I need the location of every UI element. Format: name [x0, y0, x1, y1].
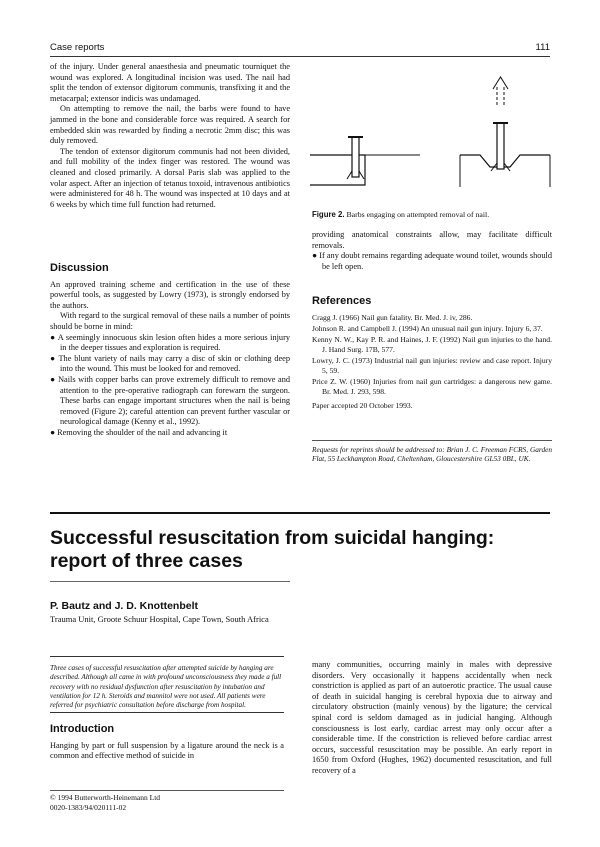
article-affiliation: Trauma Unit, Groote Schuur Hospital, Cape Town, South Africa — [50, 614, 269, 624]
section-label: Case reports — [50, 42, 105, 53]
reprints-rule — [312, 440, 552, 441]
article-divider — [50, 512, 550, 514]
issn-line: 0020-1383/94/020111-02 — [50, 802, 127, 812]
references-heading: References — [312, 295, 372, 307]
accepted-date: Paper accepted 20 October 1993. — [312, 400, 413, 410]
article-right-column — [312, 660, 552, 777]
article-abstract: Three cases of successful resuscitation after attempted suicide by hanging are described. Although all came in with profound unconsciousness they made a full recovery with no residual dysfunction after resuscitation by intubation and ventilation for 12 h. Steroids and mannitol were not used. All patients were referred for psychiatric consultation before discharge from hospital. — [50, 664, 282, 710]
copyright-rule — [50, 790, 284, 791]
discussion-heading: Discussion — [50, 262, 109, 274]
right-column-body — [312, 230, 552, 272]
paragraph: The tendon of extensor digitorum communis had not been divided, and full mobility of the index finger was restored. The wound was cleaned and closed primarily. A dorsal Paris slab was applied to the volar aspect. After an injection of tetanus toxoid, intravenous antibiotics were administered for 48 h. The wound was inspected at 10 days and at 6 weeks by which time full function had returned. — [50, 146, 290, 209]
abstract-rule-bottom — [50, 712, 284, 713]
paragraph: providing anatomical constraints allow, may facilitate difficult removals. — [312, 230, 552, 250]
abstract-rule-top — [50, 656, 284, 657]
header-rule — [50, 56, 550, 57]
title-rule — [50, 581, 290, 582]
paragraph: On attempting to remove the nail, the barbs were found to have jammed in the bone and considerable force was required. A search for embedded skin was rewarded by finding a necrotic 2mm disc; this was duly removed. — [50, 104, 290, 146]
bullet-item: ● A seemingly innocuous skin lesion often hides a more serious injury in the deeper tissues and exploration is required. — [50, 332, 290, 353]
references-section — [312, 296, 552, 412]
reference-item: Kenny N. W., Kay P. R. and Haines, J. F. (1992) Nail gun injuries to the hand. J. Hand Surg. 17B, 577. — [312, 334, 552, 354]
copyright-block — [50, 793, 284, 812]
reference-item: Johnson R. and Campbell J. (1994) An unusual nail gun injury. Injury 6, 37. — [312, 323, 543, 333]
introduction-section — [50, 724, 284, 762]
reference-item: Cragg J. (1966) Nail gun fatality. Br. Med. J. iv, 286. — [312, 312, 473, 322]
paragraph: of the injury. Under general anaesthesia and pneumatic tourniquet the wound was explored. A longitudinal incision was used. The nail had split the tendon of extensor digitorum communis, transfixing it and the metacarpal; extensor indicis was undamaged. — [50, 62, 290, 103]
introduction-heading: Introduction — [50, 723, 115, 735]
page-number: 111 — [535, 42, 550, 53]
figure-caption — [312, 210, 552, 219]
bullet-item: ● The blunt variety of nails may carry a disc of skin or clothing deep into the wound. This must be looked for and removed. — [50, 353, 290, 374]
reference-item: Price Z. W. (1960) Injuries from nail gun cartridges: a dangerous new game. Br. Med. J. 293, 598. — [312, 376, 552, 396]
left-column-body — [50, 62, 290, 210]
article-authors: P. Bautz and J. D. Knottenbelt — [50, 600, 198, 612]
bullet-item: ● If any doubt remains regarding adequate wound toilet, wounds should be left open. — [312, 251, 552, 271]
figure-2-illustration — [310, 75, 555, 205]
reference-item: Lowry, J. C. (1973) Industrial nail gun injuries: review and case report. Injury 5, 59. — [312, 355, 552, 375]
reprints-note: Requests for reprints should be addressed to: Brian J. C. Freeman FCRS, Garden Flat, 55 Leckhampton Road, Cheltenham, Gloucestershire GL53 0BL, UK. — [312, 445, 552, 464]
bullet-item: ● Nails with copper barbs can prove extremely difficult to remove and attention to the pre-operative radiograph can forewarn the surgeon. These barbs can engage important structures when the nail is being removed (Figure 2); careful attention can prevent further vascular or neurological damage (Kenny et al., 1992). — [50, 374, 290, 427]
copyright-line: © 1994 Butterworth-Heinemann Ltd — [50, 793, 161, 802]
paragraph: many communities, occurring mainly in males with depressive disorders. Very occasionally it happens accidentally when neck constriction is applied as part of an autoerotic practice. The usual cause of death in suicidal hanging is cerebral hypoxia due to airway and circulatory obstruction (mainly venous) by the ligature; the cervical spinal cord is seldom damaged as in judicial hanging. Although consciousness is lost early, cardiac arrest may only occur after a considerable time. If the constriction is relieved before cardiac arrest occurs, successful resuscitation may be possible. An early report in 1650 from Oxford (Hughes, 1962) documented resuscitation, and full recovery of a — [312, 660, 552, 775]
paragraph: Hanging by part or full suspension by a ligature around the neck is a common and effective method of suicide in — [50, 740, 284, 761]
discussion-section — [50, 263, 290, 439]
article-title: Successful resuscitation from suicidal hanging: report of three cases — [50, 527, 495, 572]
paragraph: With regard to the surgical removal of these nails a number of points should be borne in mind: — [50, 311, 290, 331]
caption-label: Figure 2. — [312, 210, 345, 219]
caption-text: Barbs engaging on attempted removal of nail. — [346, 210, 490, 219]
paragraph: An approved training scheme and certification in the use of these powerful tools, as suggested by Lowry (1973), is strongly endorsed by the authors. — [50, 279, 290, 310]
bullet-item: ● Removing the shoulder of the nail and advancing it — [50, 427, 228, 437]
